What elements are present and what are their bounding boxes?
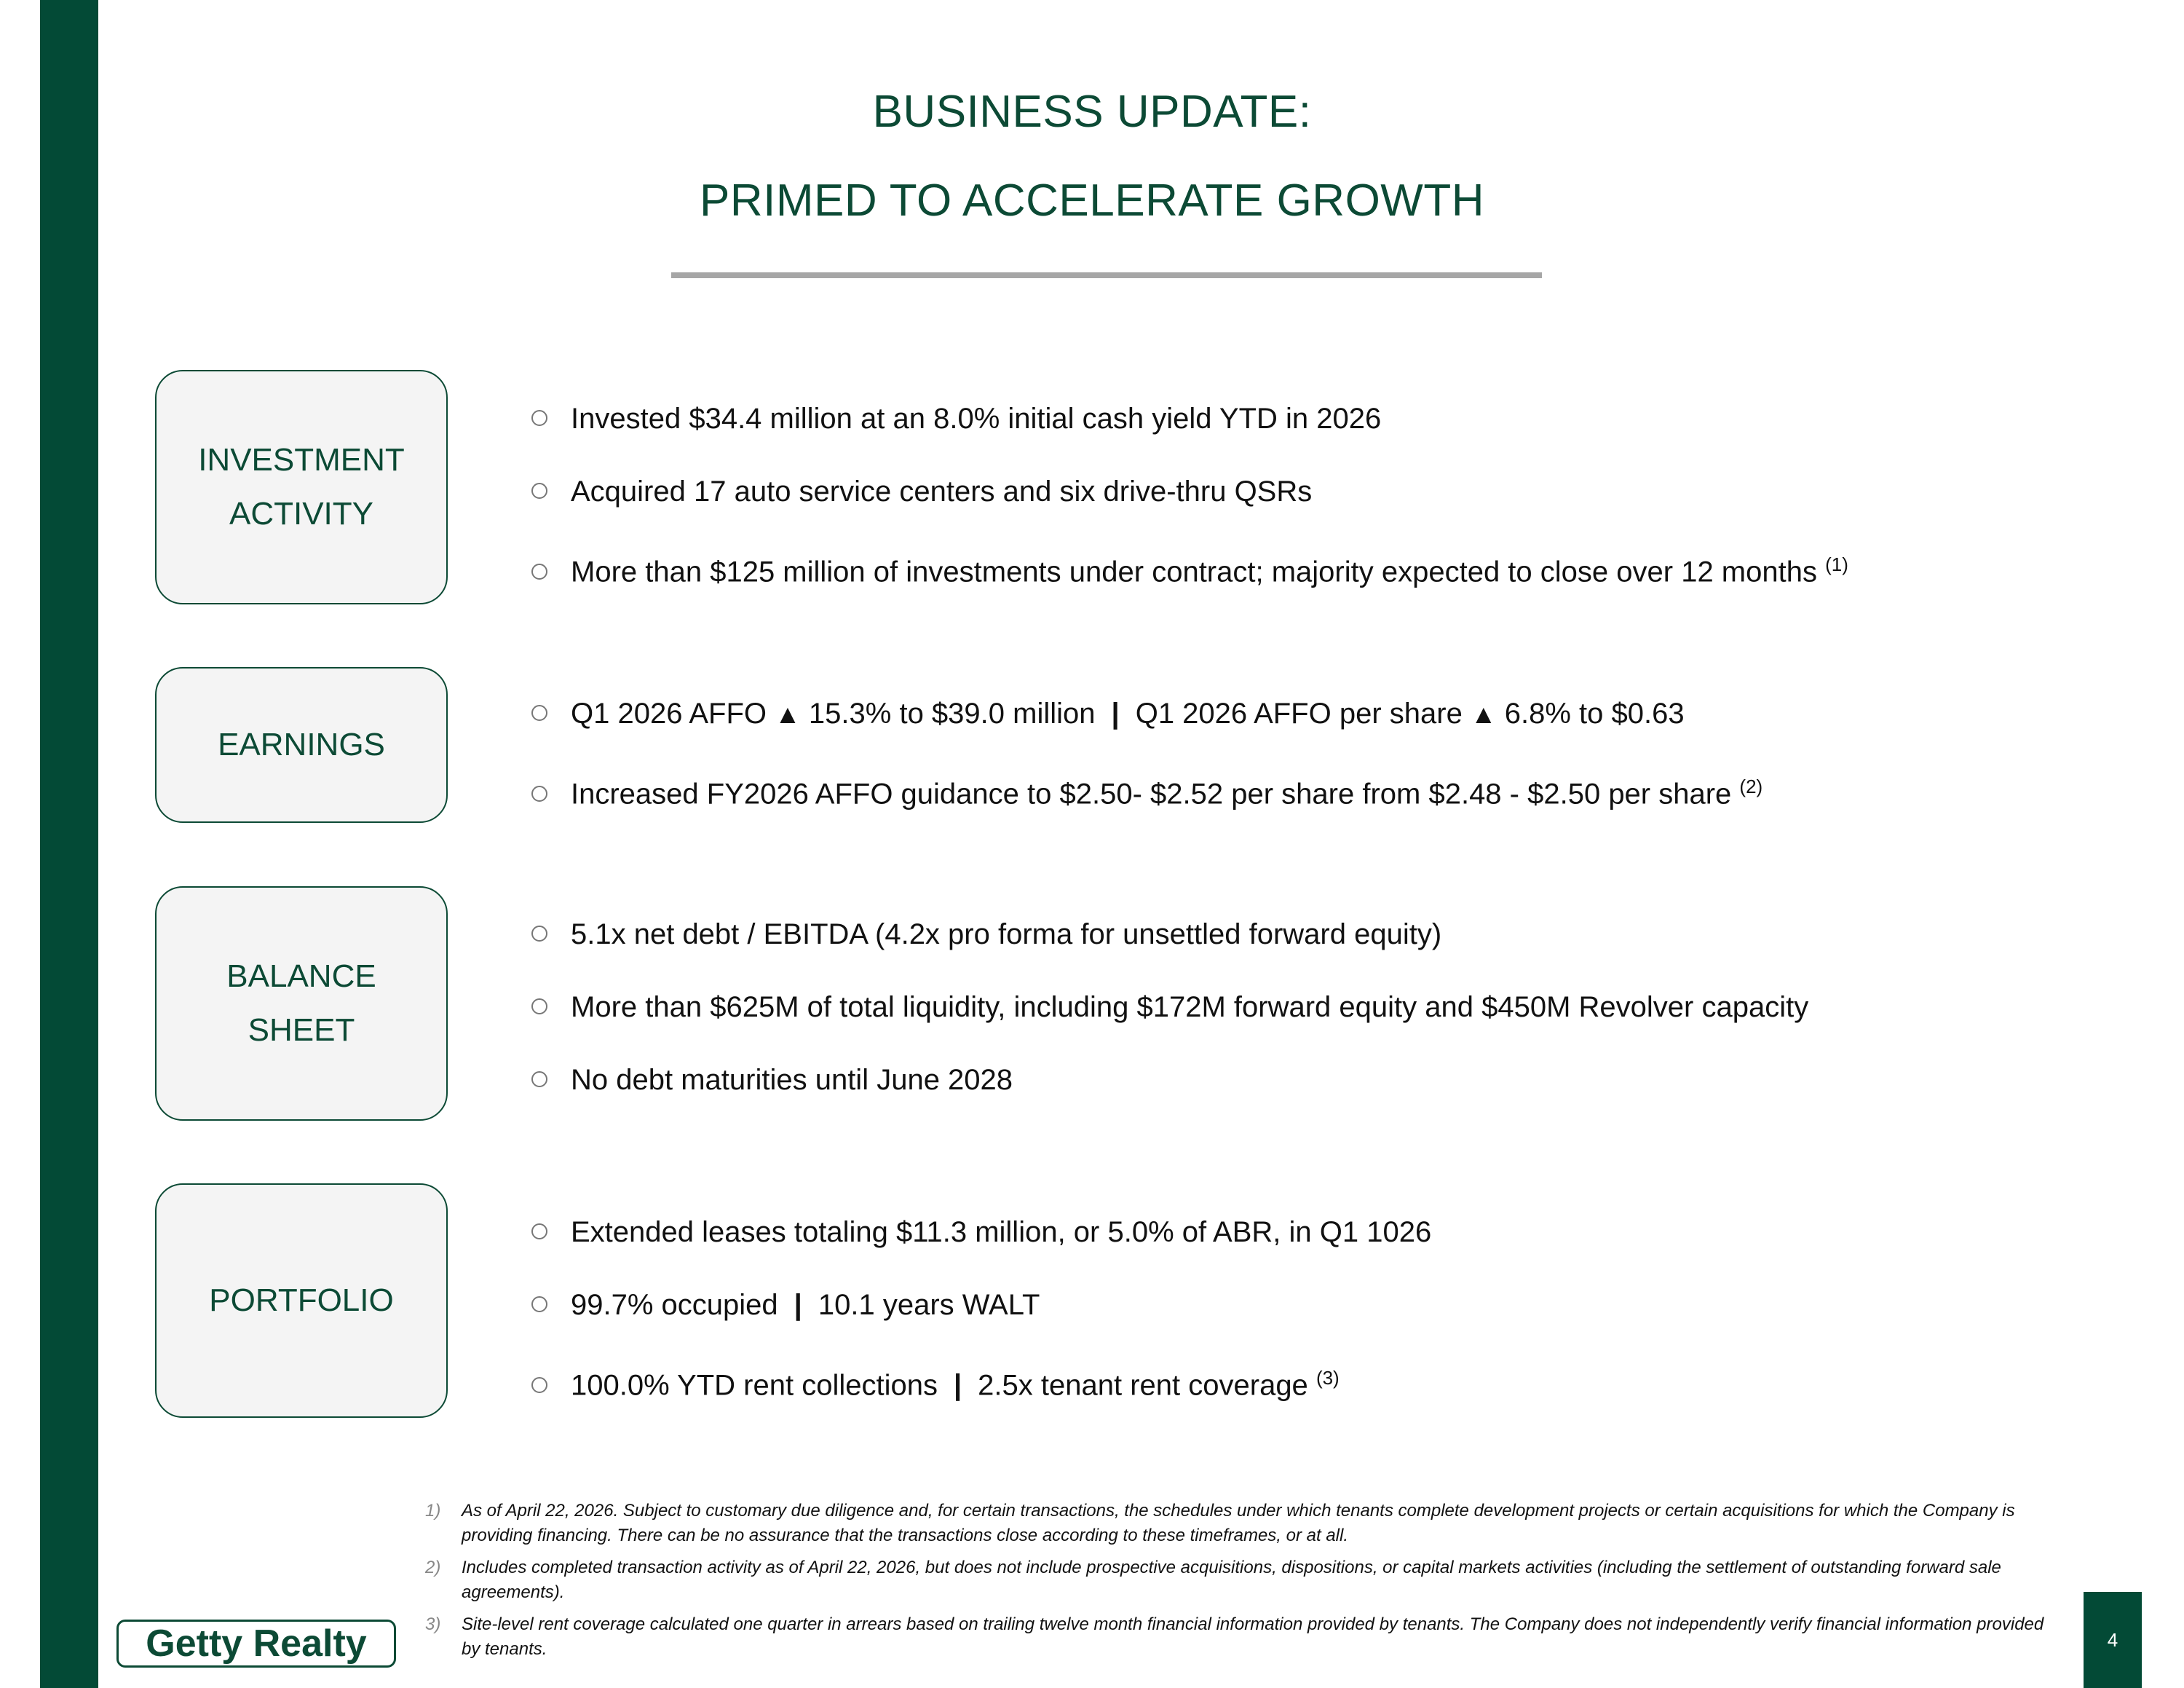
section-label-portfolio	[155, 1183, 448, 1418]
bullet-text: 5.1x net debt / EBITDA (4.2x pro forma for unsettled forward equity)	[571, 918, 1442, 950]
footnote	[425, 1555, 2056, 1605]
title-divider	[671, 272, 1542, 278]
section-label-balance-sheet	[155, 886, 448, 1121]
bullet-text: Q1 2026 AFFO per share	[1135, 698, 1463, 730]
separator: |	[1111, 698, 1120, 730]
footnote-text: Site-level rent coverage calculated one quarter in arrears based on trailing twelve month financial information provided by tenants. The Company does not independently verify financial information provided by tenants.	[462, 1614, 2044, 1659]
bullet-circle-icon	[531, 483, 547, 499]
bullet-circle-icon	[531, 1377, 547, 1393]
bullet-item	[531, 916, 1441, 953]
bullet-text: Q1 2026 AFFO	[571, 698, 767, 730]
bullet-circle-icon	[531, 926, 547, 942]
footnote	[425, 1612, 2056, 1662]
bullet-circle-icon	[531, 998, 547, 1014]
up-triangle-icon: ▲	[775, 699, 801, 729]
bullet-circle-icon	[531, 1223, 547, 1239]
footnote-number: 3)	[425, 1614, 441, 1634]
bullet-item	[531, 546, 1848, 590]
bullet-item	[531, 473, 1312, 510]
bullet-text: 10.1 years WALT	[818, 1289, 1040, 1321]
bullet-circle-icon	[531, 410, 547, 426]
bullet-text: Increased FY2026 AFFO guidance to $2.50- $2.52 per share from $2.48 - $2.50 per share	[571, 778, 1732, 811]
footnote-number: 1)	[425, 1501, 441, 1521]
bullet-circle-icon	[531, 786, 547, 802]
bullet-circle-icon	[531, 705, 547, 721]
bullet-item	[531, 695, 1685, 733]
bullet-item	[531, 401, 1381, 437]
footnote-ref: (2)	[1739, 776, 1763, 797]
up-triangle-icon: ▲	[1470, 699, 1497, 729]
bullet-text: No debt maturities until June 2028	[571, 1064, 1013, 1096]
bullet-circle-icon	[531, 564, 547, 580]
bullet-circle-icon	[531, 1071, 547, 1087]
bullet-text: 99.7% occupied	[571, 1289, 778, 1321]
footnote-text: Includes completed transaction activity as of April 22, 2026, but does not include prospective acquisitions, dispositions, or capital markets activities (including the settlement of outstanding forward sale agreements).	[462, 1558, 2001, 1602]
bullet-text: Extended leases totaling $11.3 million, or 5.0% of ABR, in Q1 1026	[571, 1216, 1432, 1248]
bullet-item	[531, 1062, 1013, 1098]
bullet-text: 6.8% to $0.63	[1504, 698, 1685, 730]
footnote-ref: (3)	[1315, 1367, 1340, 1389]
footnote-number: 2)	[425, 1558, 441, 1577]
bullet-item	[531, 768, 1762, 812]
footnote	[425, 1499, 2056, 1548]
bullet-text: More than $125 million of investments under contract; majority expected to close over 12 months	[571, 556, 1817, 588]
section-label-earnings	[155, 667, 448, 823]
bullet-item	[531, 1287, 1040, 1323]
bullet-text: 100.0% YTD rent collections	[571, 1369, 938, 1402]
bullet-text: 15.3% to $39.0 million	[808, 698, 1096, 730]
section-label-line: INVESTMENT	[198, 442, 405, 478]
bullet-item	[531, 1214, 1431, 1250]
section-label-line: PORTFOLIO	[209, 1282, 394, 1318]
section-label-investment-activity	[155, 370, 448, 604]
footnotes	[425, 1499, 2056, 1669]
separator: |	[953, 1369, 962, 1402]
left-accent-bar	[40, 0, 98, 1688]
section-label-line: ACTIVITY	[229, 496, 374, 532]
section-label-line: SHEET	[248, 1012, 355, 1048]
bullet-item	[531, 989, 1808, 1025]
bullet-text: Invested $34.4 million at an 8.0% initial cash yield YTD in 2026	[571, 403, 1382, 435]
section-label-line: EARNINGS	[218, 727, 385, 762]
bullet-item	[531, 1360, 1340, 1403]
page-title-line2: PRIMED TO ACCELERATE GROWTH	[700, 175, 1484, 226]
bullet-text: Acquired 17 auto service centers and six drive-thru QSRs	[571, 476, 1313, 508]
footnote-text: As of April 22, 2026. Subject to customary due diligence and, for certain transactions, the schedules under which tenants complete development projects or certain acquisitions for which the Company is providing financing. There can be no assurance that the transactions close according to these timeframes, or at all.	[462, 1501, 2015, 1545]
page-number: 4	[2084, 1592, 2142, 1688]
bullet-text: 2.5x tenant rent coverage	[978, 1369, 1308, 1402]
separator: |	[794, 1289, 802, 1321]
section-label-line: BALANCE	[226, 958, 376, 994]
bullet-text: More than $625M of total liquidity, including $172M forward equity and $450M Revolver capacity	[571, 991, 1809, 1023]
footnote-ref: (1)	[1825, 553, 1848, 575]
page-title-line1: BUSINESS UPDATE:	[872, 87, 1312, 137]
bullet-circle-icon	[531, 1296, 547, 1312]
company-logo: Getty Realty	[116, 1620, 396, 1668]
